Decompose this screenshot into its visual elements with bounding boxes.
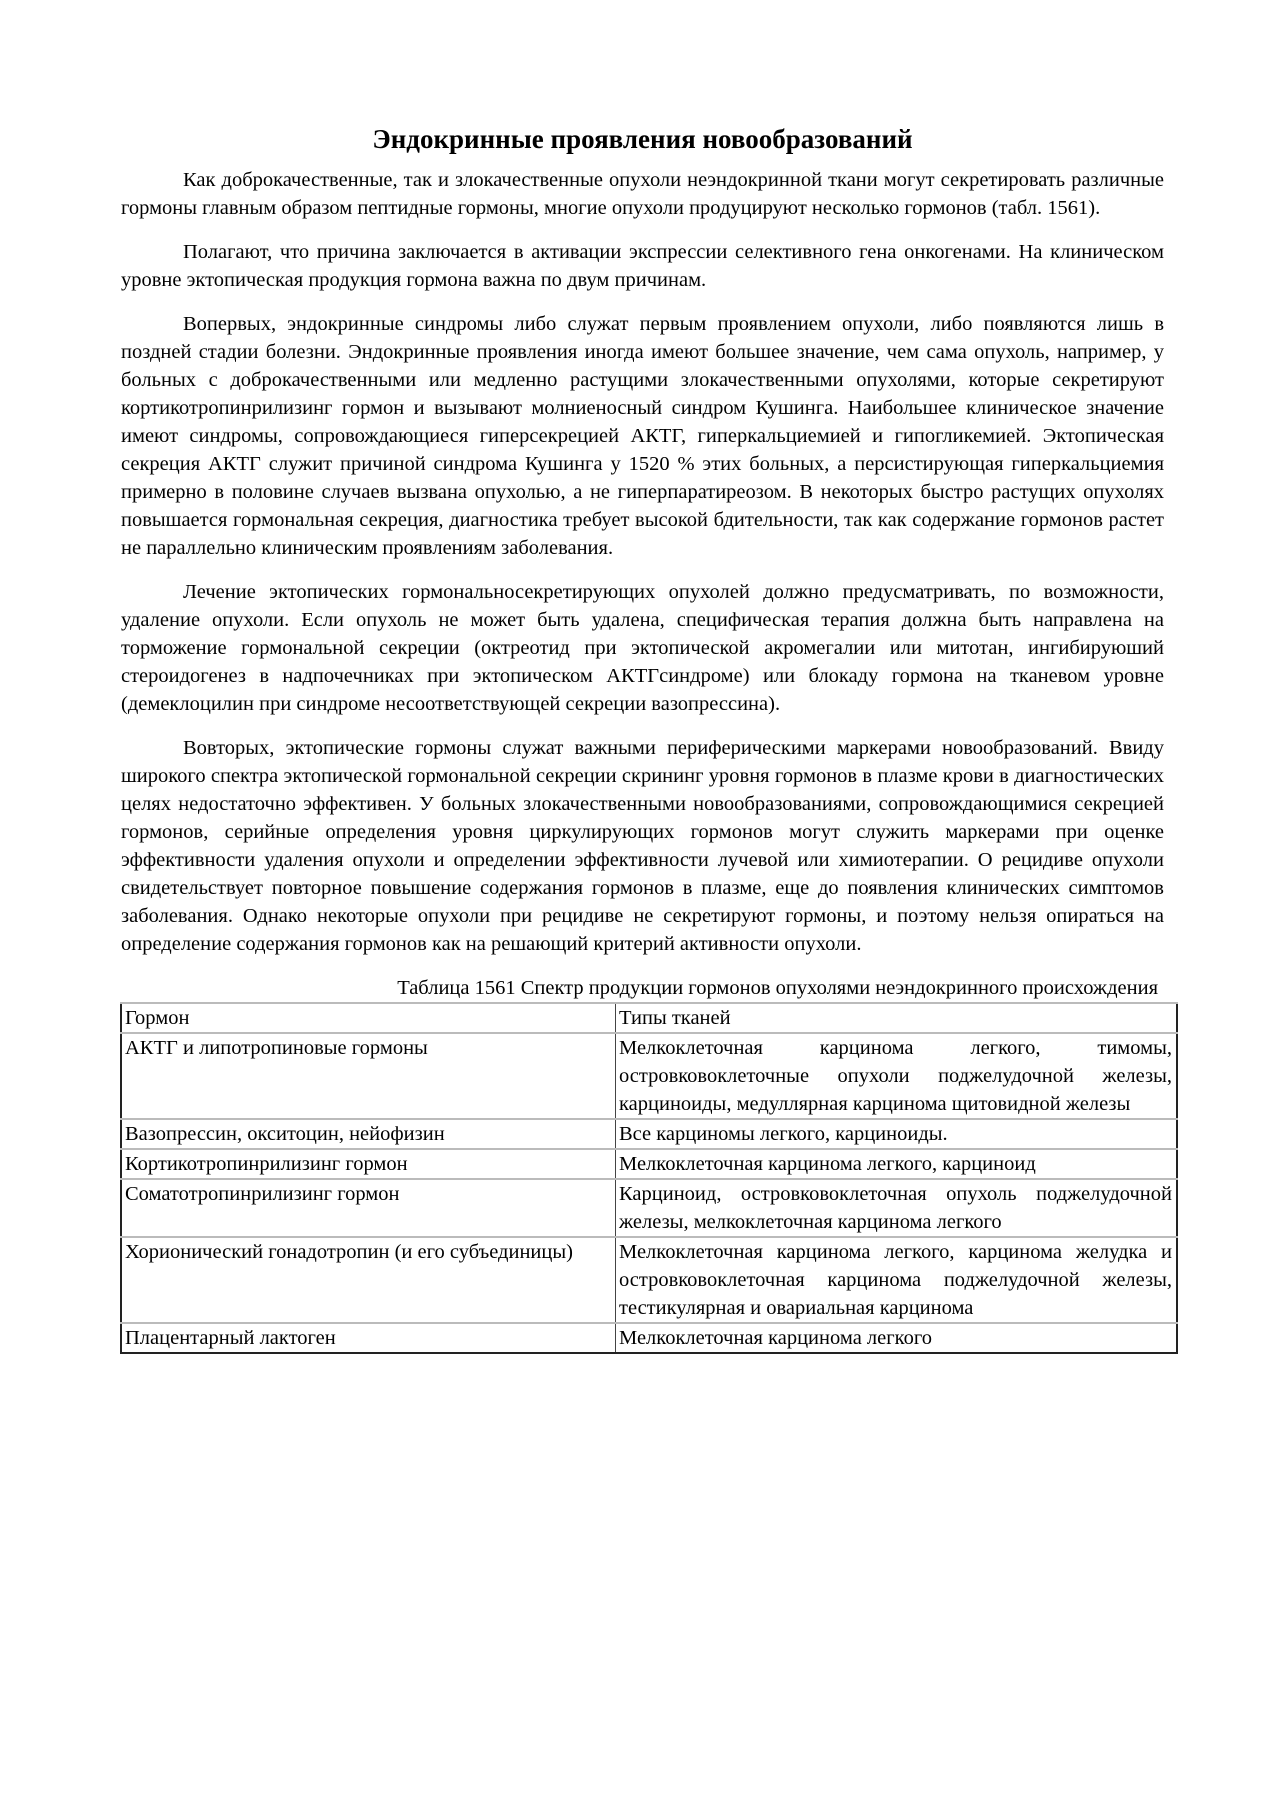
table-header-row: [121, 1003, 1177, 1033]
paragraph: Как доброкачественные, так и злокачественные опухоли неэндокринной ткани могут секретировать различные гормоны главным образом пептидные гормоны, многие опухоли продуцируют несколько гормонов (табл. 1561).: [121, 169, 1164, 219]
hormone-cell: Хорионический гонадотропин (и его субъединицы): [121, 1237, 616, 1323]
paragraph: Полагают, что причина заключается в активации экспрессии селективного гена онкогенами. На клиническом уровне эктопическая продукция гормона важна по двум причинам.: [121, 241, 1164, 291]
table-caption: Таблица 1561 Спектр продукции гормонов опухолями неэндокринного происхождения: [397, 977, 1158, 999]
hormone-cell: Плацентарный лактоген: [121, 1323, 616, 1353]
tissue-cell: Мелкоклеточная карцинома легкого, карцинома желудка и островковоклеточная карцинома поджелудочной железы, тестикулярная и овариальная карцинома: [616, 1237, 1178, 1323]
tissue-cell: Все карциномы легкого, карциноиды.: [616, 1119, 1178, 1149]
document-page: [121, 122, 1172, 1354]
paragraph: Лечение эктопических гормональносекретирующих опухолей должно предусматривать, по возможности, удаление опухоли. Если опухоль не может быть удалена, специфическая терапия должна быть направлена на торможение гормональной секреции (октреотид при эктопической акромегалии или митотан, ингибируюший стероидогенез в надпочечниках при эктопическом АКТГсиндроме) или блокаду гормона на тканевом уровне (демеклоцилин при синдроме несоответствующей секреции вазопрессина).: [121, 581, 1164, 715]
hormone-cell: АКТГ и липотропиновые гормоны: [121, 1033, 616, 1119]
table-header-cell: Типы тканей: [616, 1003, 1178, 1033]
tissue-cell: Мелкоклеточная карцинома легкого, тимомы, островковоклеточные опухоли поджелудочной железы, карциноиды, медуллярная карцинома щитовидной железы: [616, 1033, 1178, 1119]
hormone-cell: Кортикотропинрилизинг гормон: [121, 1149, 616, 1179]
document-title: Эндокринные проявления новообразований: [372, 124, 913, 154]
table-row: [121, 1237, 1177, 1323]
tissue-cell: Мелкоклеточная карцинома легкого: [616, 1323, 1178, 1353]
paragraph: Вопервых, эндокринные синдромы либо служат первым проявлением опухоли, либо появляются лишь в поздней стадии болезни. Эндокринные проявления иногда имеют большее значение, чем сама опухоль, например, у больных с доброкачественными или медленно растущими злокачественными опухолями, которые секретируют кортикотропинрилизинг гормон и вызывают молниеносный синдром Кушинга. Наибольшее клиническое значение имеют синдромы, сопровождающиеся гиперсекрецией АКТГ, гиперкальциемией и гипогликемией. Эктопическая секреция АКТГ служит причиной синдрома Кушинга у 1520 % этих больных, а персистирующая гиперкальциемия примерно в половине случаев вызвана опухолью, а не гиперпаратиреозом. В некоторых быстро растущих опухолях повышается гормональная секреция, диагностика требует высокой бдительности, так как содержание гормонов растет не параллельно клиническим проявлениям заболевания.: [121, 313, 1164, 559]
paragraph: Вовторых, эктопические гормоны служат важными периферическими маркерами новообразований. Ввиду широкого спектра эктопической гормональной секреции скрининг уровня гормонов в плазме крови в диагностических целях недостаточно эффективен. У больных злокачественными новообразованиями, сопровождающимися секрецией гормонов, серийные определения уровня циркулирующих гормонов могут служить маркерами при оценке эффективности удаления опухоли и определении эффективности лучевой или химиотерапии. О рецидиве опухоли свидетельствует повторное повышение содержания гормонов в плазме, еще до появления клинических симптомов заболевания. Однако некоторые опухоли при рецидиве не секретируют гормоны, и поэтому нельзя опираться на определение содержания гормонов как на решающий критерий активности опухоли.: [121, 737, 1164, 955]
tissue-cell: Мелкоклеточная карцинома легкого, карциноид: [616, 1149, 1178, 1179]
hormone-cell: Соматотропинрилизинг гормон: [121, 1179, 616, 1237]
table-header-cell: Гормон: [121, 1003, 616, 1033]
table-row: [121, 1323, 1177, 1353]
table-row: [121, 1119, 1177, 1149]
table-row: [121, 1179, 1177, 1237]
table-row: [121, 1033, 1177, 1119]
table-row: [121, 1149, 1177, 1179]
tissue-cell: Карциноид, островковоклеточная опухоль поджелудочной железы, мелкоклеточная карцинома легкого: [616, 1179, 1178, 1237]
hormone-table: [120, 1002, 1178, 1354]
hormone-cell: Вазопрессин, окситоцин, нейофизин: [121, 1119, 616, 1149]
